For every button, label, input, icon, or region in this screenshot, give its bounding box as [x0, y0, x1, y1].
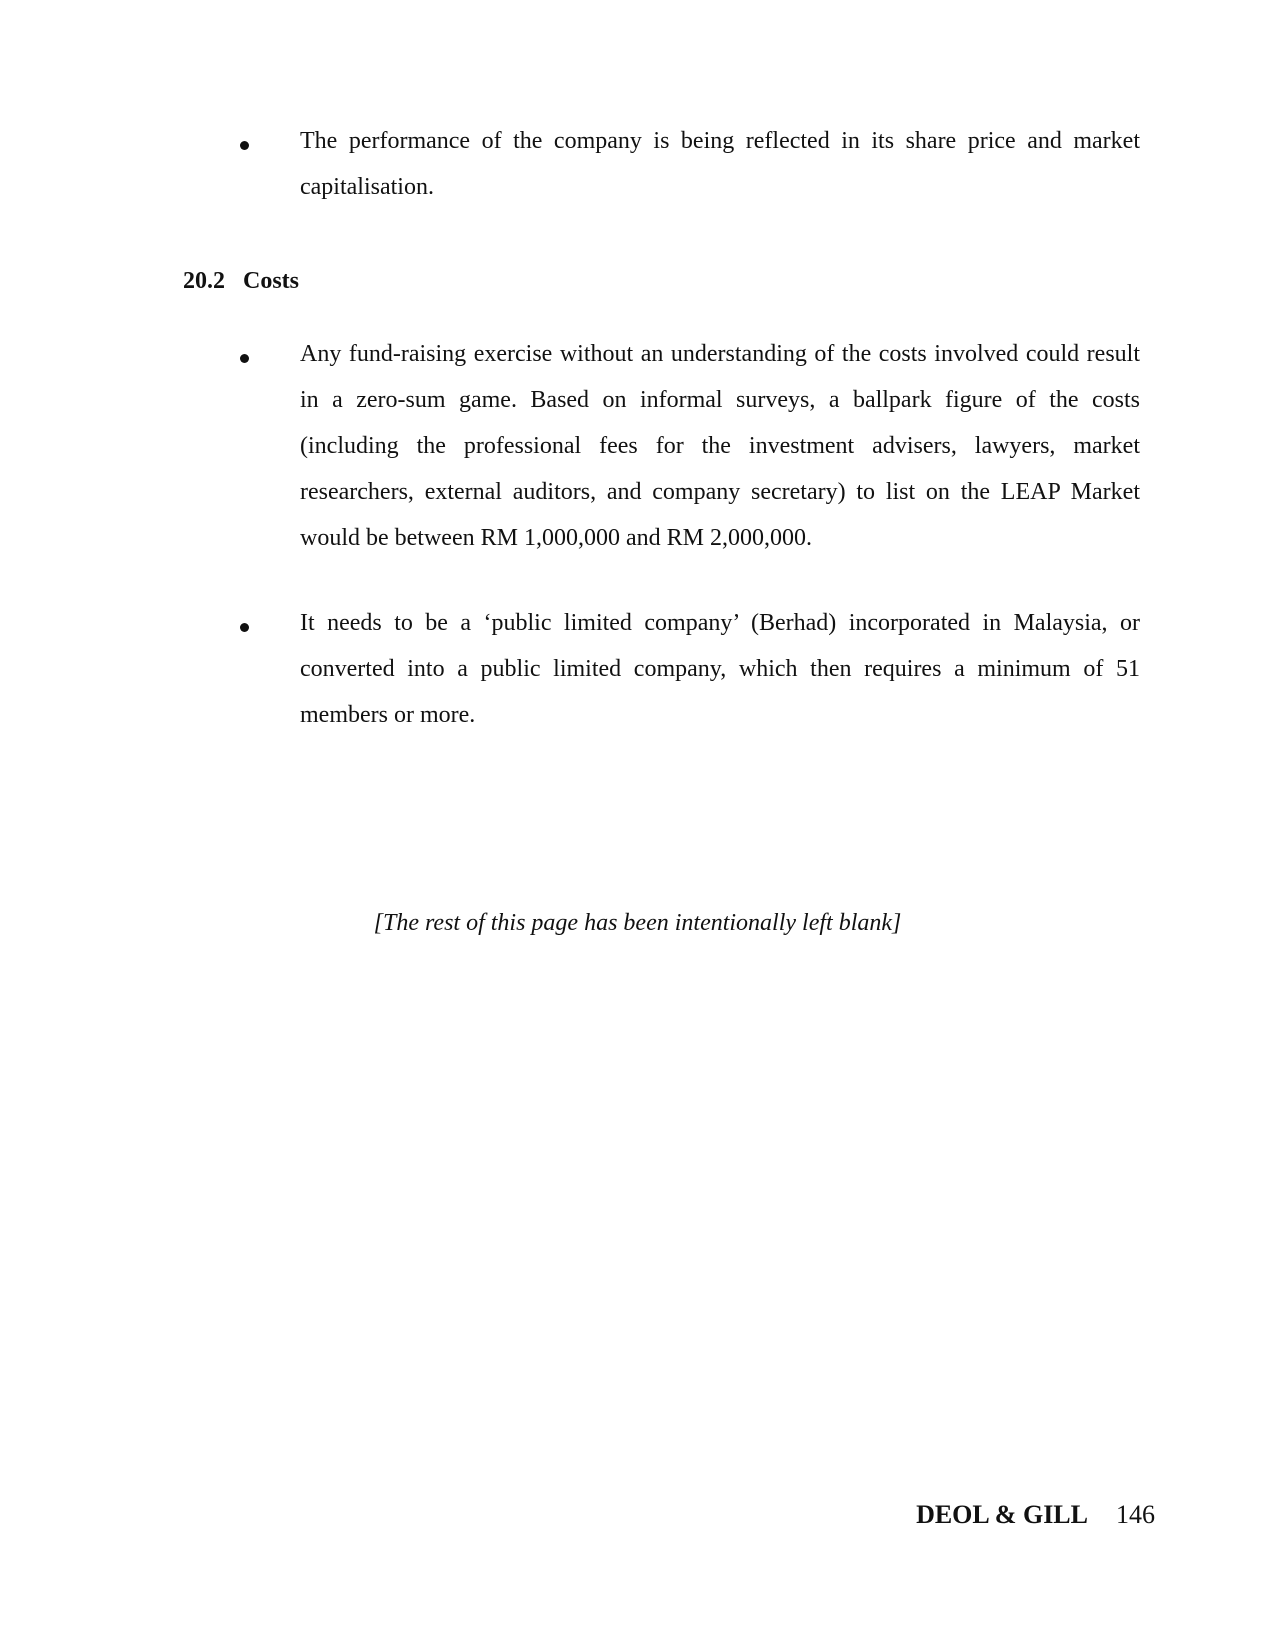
blank-page-note: [The rest of this page has been intentionally left blank] — [373, 910, 902, 936]
bullet-text: Any fund-raising exercise without an understanding of the costs involved could result in a zero-sum game. Based on informal surveys, a ballpark figure of the costs (including the professional fees for the investment advisers, lawyers, market researchers, external auditors, and company secretary) to list on the LEAP Market would be between RM 1,000,000 and RM 2,000,000. — [300, 341, 1140, 551]
page-footer — [916, 1500, 1155, 1530]
footer-firm-name: DEOL & GILL — [916, 1500, 1088, 1529]
section-heading — [183, 268, 299, 295]
bullet-text: It needs to be a ‘public limited company’ (Berhad) incorporated in Malaysia, or converted into a public limited company, which then requires a minimum of 51 members or more. — [300, 610, 1140, 728]
bullet-text: The performance of the company is being reflected in its share price and market capitalisation. — [300, 128, 1140, 200]
page-number: 146 — [1116, 1500, 1155, 1529]
section-number: 20.2 — [183, 268, 225, 294]
bullet-icon — [240, 623, 249, 632]
bullet-icon — [240, 354, 249, 363]
section-title: Costs — [243, 268, 300, 294]
bullet-icon — [240, 141, 249, 150]
